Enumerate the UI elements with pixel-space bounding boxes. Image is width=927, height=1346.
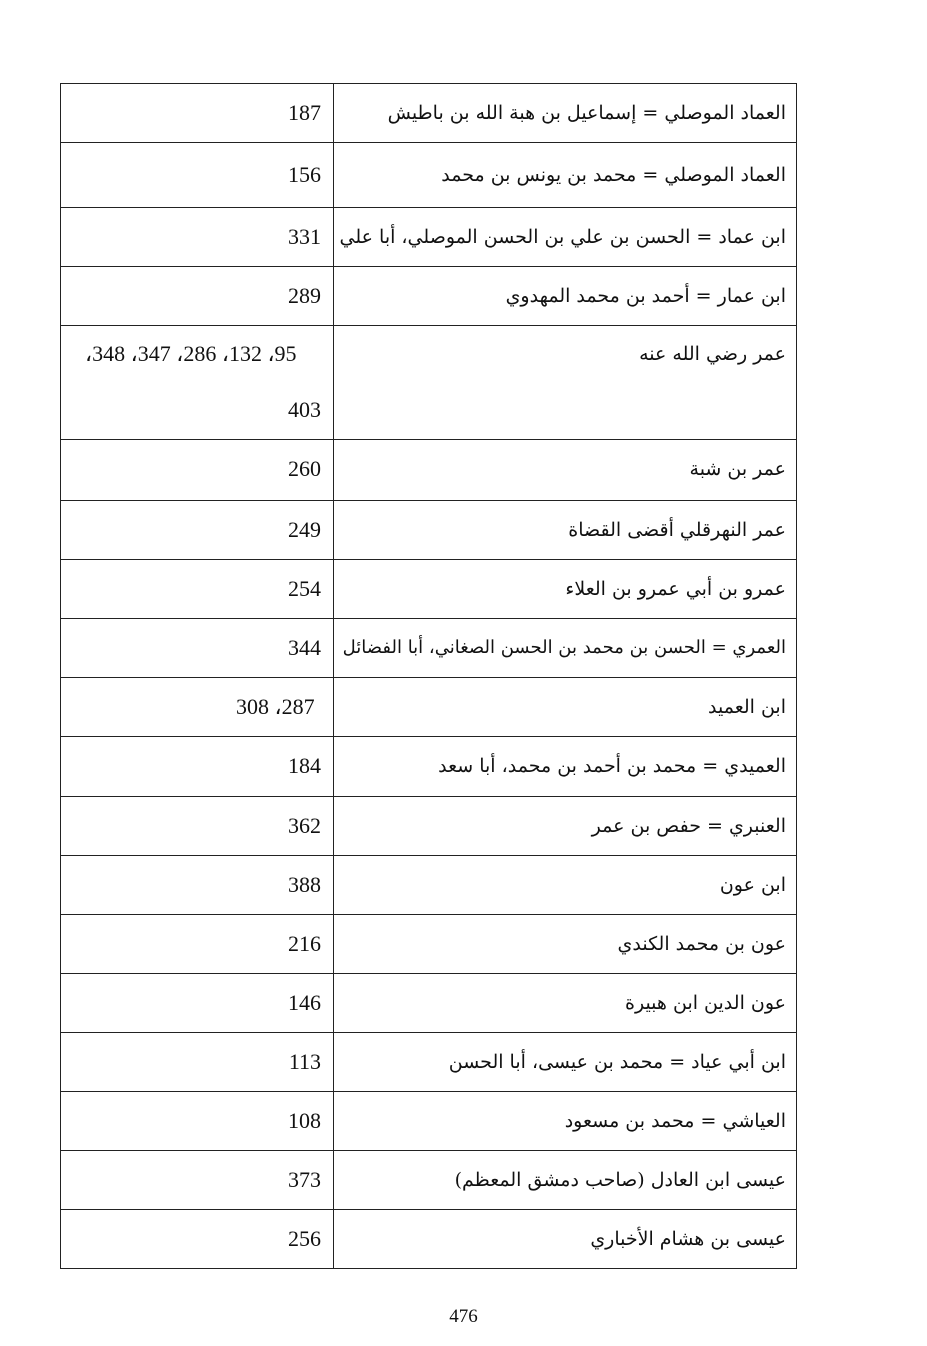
entry-name: العماد الموصلي = محمد بن يونس بن محمد — [334, 143, 797, 208]
table-row — [61, 84, 797, 143]
table-row — [61, 737, 797, 797]
entry-name: ابن عون — [334, 856, 797, 915]
page-refs: 289 — [61, 267, 334, 326]
table-row — [61, 326, 797, 440]
table-row — [61, 856, 797, 915]
page-refs-line-2: 403 — [288, 397, 321, 422]
entry-name: العماد الموصلي = إسماعيل بن هبة الله بن باطيش — [334, 84, 797, 143]
entry-name: عيسى ابن العادل (صاحب دمشق المعظم) — [334, 1151, 797, 1210]
table-row — [61, 797, 797, 856]
table-row — [61, 619, 797, 678]
table-row — [61, 1033, 797, 1092]
entry-name: العمري = الحسن بن محمد بن الحسن الصغاني، أبا الفضائل — [334, 619, 797, 678]
table-row — [61, 1092, 797, 1151]
entry-name: العنبري = حفص بن عمر — [334, 797, 797, 856]
page-refs: 373 — [61, 1151, 334, 1210]
page-refs: 146 — [61, 974, 334, 1033]
entry-name: عيسى بن هشام الأخباري — [334, 1210, 797, 1269]
table-row — [61, 678, 797, 737]
index-table — [60, 83, 797, 1269]
table-row — [61, 915, 797, 974]
page-refs: 187 — [61, 84, 334, 143]
table-row — [61, 208, 797, 267]
page-refs: 113 — [61, 1033, 334, 1092]
table-row — [61, 1210, 797, 1269]
entry-name: عمر رضي الله عنه — [334, 326, 797, 440]
page-refs: 331 — [61, 208, 334, 267]
page-refs: 260 — [61, 440, 334, 501]
page-refs: 256 — [61, 1210, 334, 1269]
entry-name: عون الدين ابن هبيرة — [334, 974, 797, 1033]
page-refs: 156 — [61, 143, 334, 208]
entry-name: عون بن محمد الكندي — [334, 915, 797, 974]
page-refs-line-1: 95، 132، 286، 347، 348، — [85, 341, 297, 366]
page-refs: 184 — [61, 737, 334, 797]
page-refs: 249 — [61, 501, 334, 560]
entry-name: العياشي = محمد بن مسعود — [334, 1092, 797, 1151]
table-row — [61, 560, 797, 619]
page-number: 476 — [449, 1306, 478, 1327]
table-row — [61, 267, 797, 326]
entry-name: عمر بن شبة — [334, 440, 797, 501]
entry-name: العميدي = محمد بن أحمد بن محمد، أبا سعد — [334, 737, 797, 797]
page-refs: 254 — [61, 560, 334, 619]
page-refs: 287، 308 — [61, 678, 334, 737]
table-row — [61, 501, 797, 560]
page-refs — [61, 326, 334, 440]
entry-name: ابن أبي عياد = محمد بن عيسى، أبا الحسن — [334, 1033, 797, 1092]
entry-name: ابن عماد = الحسن بن علي بن الحسن الموصلي، أبا علي — [334, 208, 797, 267]
entry-name: ابن العميد — [334, 678, 797, 737]
entry-name: عمرو بن أبي عمرو بن العلاء — [334, 560, 797, 619]
table-row — [61, 143, 797, 208]
table-row — [61, 1151, 797, 1210]
entry-name: عمر النهرقلي أقضى القضاة — [334, 501, 797, 560]
page-refs: 108 — [61, 1092, 334, 1151]
entry-name: ابن عمار = أحمد بن محمد المهدوي — [334, 267, 797, 326]
page-refs: 344 — [61, 619, 334, 678]
table-row — [61, 974, 797, 1033]
page-refs: 362 — [61, 797, 334, 856]
page-refs: 388 — [61, 856, 334, 915]
table-row — [61, 440, 797, 501]
page-refs: 216 — [61, 915, 334, 974]
